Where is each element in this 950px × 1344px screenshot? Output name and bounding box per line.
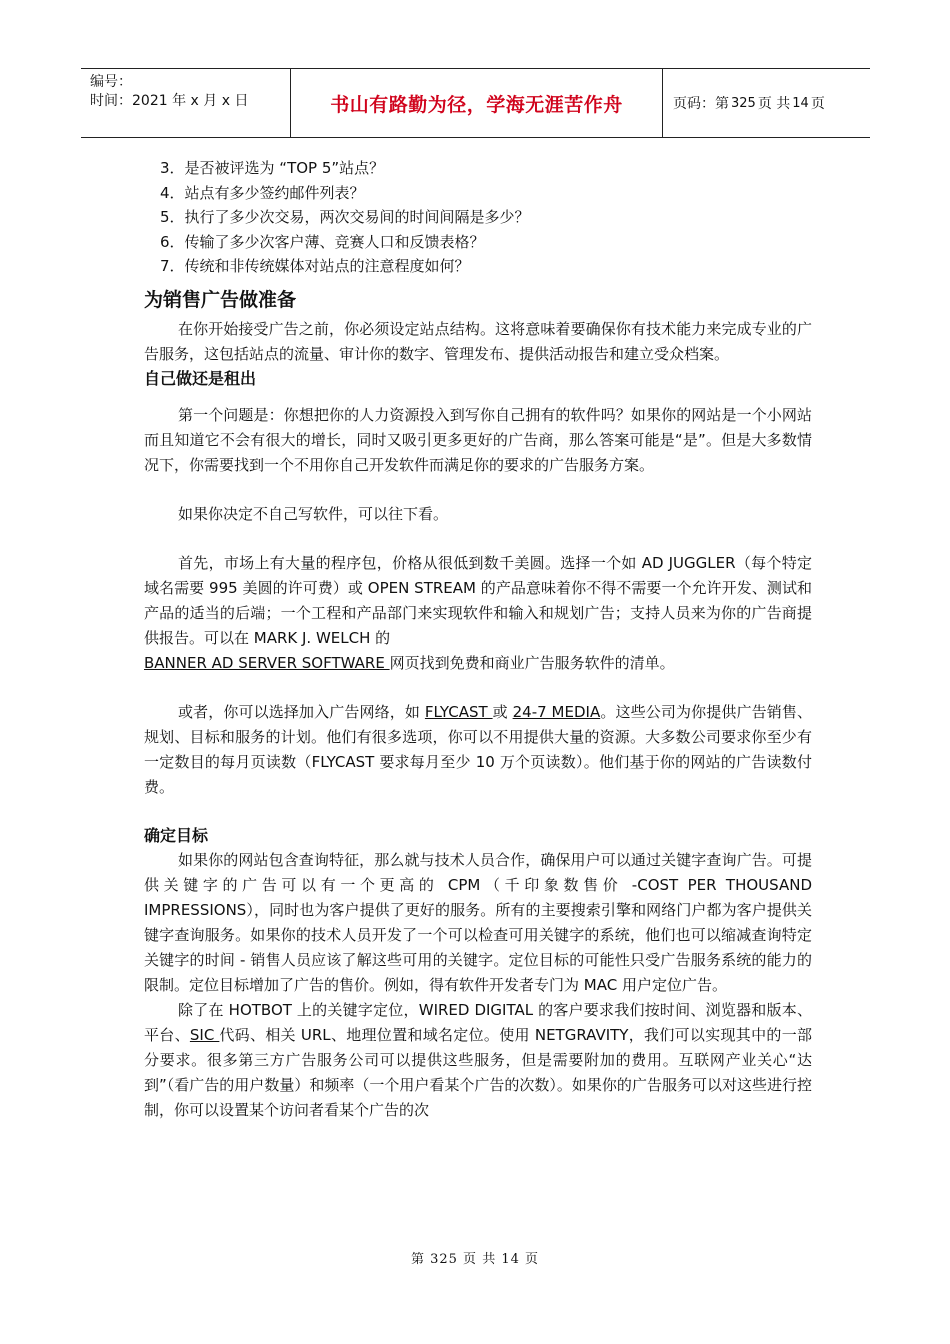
list-item: 6．传输了多少次客户薄、竞赛人口和反馈表格？	[160, 232, 485, 251]
page-total: 14	[792, 95, 809, 111]
section-heading-prepare: 为销售广告做准备	[144, 288, 297, 311]
paragraph: 如果你的网站包含查询特征，那么就与技术人员合作，确保用户可以通过关键字查询广告。可提供关键字的广告可以有一个更高的 CPM（千印象数售价 -COST PER THOUSAND IMPRESSIONS），同时也为客户提供了更好的服务。所有的主要搜索引擎和网络门户都为客户提供关键字查询服务。如果你的技术人员开发了一个可以检查可用关键字的系统，他们也可以缩减查询特定关键字的时间 - 销售人员应该了解这些可用的关键字。定位目标的可能性只受广告服务系统的能力的限制。定位目标增加了广告的售价。例如，得有软件开发者专门为 MAC 用户定位广告。	[144, 850, 812, 994]
header-motto: 书山有路勤为径，学海无涯苦作舟	[290, 69, 663, 137]
page-number: 325	[731, 95, 756, 111]
banner-ad-server-link[interactable]: BANNER AD SERVER SOFTWARE	[144, 653, 390, 672]
list-item: 3．是否被评选为 “TOP 5”站点？	[160, 159, 385, 177]
document-body	[144, 156, 812, 1123]
section-heading-targeting: 确定目标	[144, 825, 209, 845]
page-prefix: 页码：第	[673, 96, 729, 112]
list-item: 7．传统和非传统媒体对站点的注意程度如何？	[160, 257, 470, 275]
serial-label: 编号：	[90, 74, 132, 90]
paragraph: 首先，市场上有大量的程序包，价格从很低到数千美圆。选择一个如 AD JUGGLER（每个特定域名需要 995 美圆的许可费）或 OPEN STREAM 的产品意味着你不得不需要一个允许开发、测试和产品的适当的后端；一个工程和产品部门来实现软件和输入和规划广告；支持人员来为你的广告商提供报告。可以在 MARK J. WELCH 的 BANNER AD SERVER SOFTWARE 网页找到免费和商业广告服务软件的清单。	[144, 553, 812, 672]
24-7-media-link[interactable]: 24-7 MEDIA	[512, 702, 601, 721]
section-heading-build-or-rent: 自己做还是租出	[144, 368, 257, 388]
paragraph: 或者，你可以选择加入广告网络，如 FLYCAST 或 24-7 MEDIA。这些公司为你提供广告销售、规划、目标和服务的计划。他们有很多选项，你可以不用提供大量的资源。大多数公司要求你至少有一定数目的每月页读数（FLYCAST 要求每月至少 10 万个页读数）。他们基于你的网站的广告读数付费。	[144, 702, 812, 796]
paragraph: 第一个问题是：你想把你的人力资源投入到写你自己拥有的软件吗？如果你的网站是一个小网站而且知道它不会有很大的增长，同时又吸引更多更好的广告商，那么答案可能是“是”。但是大多数情况下，你需要找到一个不用你自己开发软件而满足你的要求的广告服务方案。	[144, 405, 812, 474]
paragraph: 在你开始接受广告之前，你必须设定站点结构。这将意味着要确保你有技术能力来完成专业的广告服务，这包括站点的流量、审计你的数字、管理发布、提供活动报告和建立受众档案。	[144, 319, 812, 363]
flycast-link[interactable]: FLYCAST	[424, 702, 493, 721]
sic-link[interactable]: SIC	[189, 1025, 220, 1044]
list-item: 5．执行了多少次交易，两次交易间的时间间隔是多少？	[160, 208, 530, 226]
page-mid: 页 共	[757, 96, 791, 112]
header-meta	[81, 69, 290, 137]
page-header	[81, 68, 870, 138]
page-suffix: 页	[810, 96, 825, 112]
date-label: 时间：2021 年 x 月 x 日	[90, 93, 249, 109]
paragraph: 如果你决定不自己写软件，可以往下看。	[178, 504, 449, 523]
header-page-info	[663, 69, 870, 137]
page-footer: 第 325 页 共 14 页	[410, 1252, 540, 1267]
paragraph: 除了在 HOTBOT 上的关键字定位，WIRED DIGITAL 的客户要求我们按时间、浏览器和版本、平台、SIC 代码、相关 URL、地理位置和域名定位。使用 NETGRAVITY，我们可以实现其中的一部分要求。很多第三方广告服务公司可以提供这些服务，但是需要附加的费用。互联网产业关心“达到”（看广告的用户数量）和频率（一个用户看某个广告的次数）。如果你的广告服务可以对这些进行控制，你可以设置某个访问者看某个广告的次	[144, 1000, 812, 1119]
list-item: 4．站点有多少签约邮件列表？	[160, 183, 365, 202]
